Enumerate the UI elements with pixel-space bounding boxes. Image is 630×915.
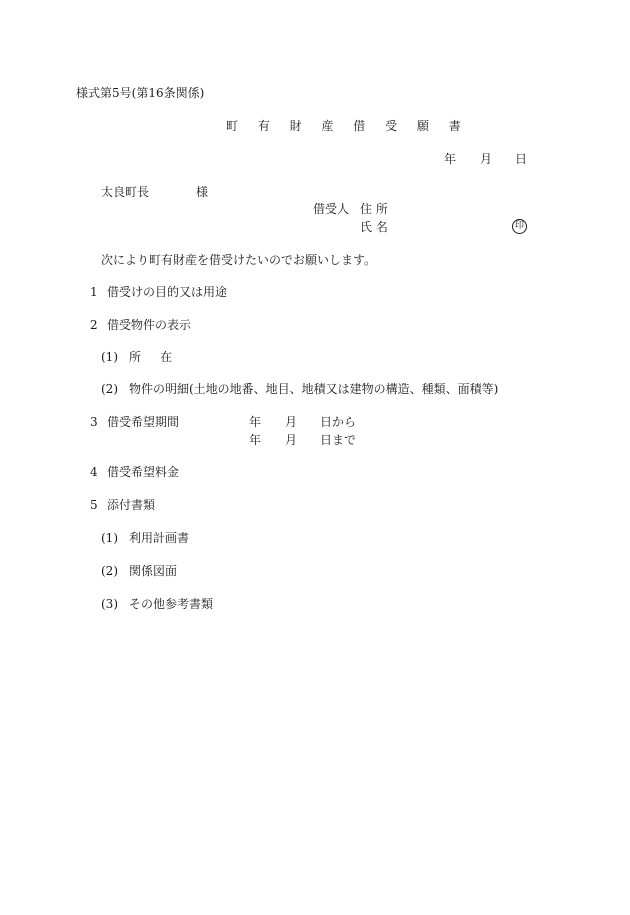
period-from-day: 日から <box>320 415 357 429</box>
attachment-number: (2) <box>101 564 118 578</box>
sub-item-number: (2) <box>101 382 118 396</box>
date-day: 日 <box>515 152 528 166</box>
form-number: 様式第5号(第16条関係) <box>76 86 205 100</box>
addressee-name: 太良町長 <box>101 185 150 199</box>
intro-text: 次により町有財産を借受けたいのでお願いします。 <box>101 253 377 267</box>
applicant-address-label: 住 所 <box>360 202 388 216</box>
date-month: 月 <box>480 152 493 166</box>
date-year: 年 <box>444 152 457 166</box>
seal-mark: 印 <box>512 219 527 234</box>
item-number: 2 <box>90 318 98 332</box>
period-to-year: 年 <box>249 433 262 447</box>
item-label-fee: 借受希望料金 <box>107 465 180 479</box>
attachment-number: (3) <box>101 597 118 611</box>
period-to-day: 日まで <box>320 433 357 447</box>
addressee-honorific: 様 <box>196 185 209 199</box>
item-label-purpose: 借受けの目的又は用途 <box>107 285 228 299</box>
document-title: 町 有 財 産 借 受 願 書 <box>226 119 469 133</box>
applicant-name-label: 氏 名 <box>360 220 388 234</box>
period-from-year: 年 <box>249 415 262 429</box>
item-number: 5 <box>90 498 98 512</box>
attachment-drawings: 関係図面 <box>129 564 178 578</box>
item-label-period: 借受希望期間 <box>107 415 180 429</box>
period-from-month: 月 <box>285 415 298 429</box>
attachment-number: (1) <box>101 531 118 545</box>
applicant-label: 借受人 <box>313 202 350 216</box>
attachment-usage-plan: 利用計画書 <box>129 531 190 545</box>
item-number: 1 <box>90 285 98 299</box>
sub-item-number: (1) <box>101 350 118 364</box>
item-number: 4 <box>90 465 98 479</box>
sub-item-details: 物件の明細(土地の地番、地目、地積又は建物の構造、種類、面積等) <box>129 382 499 396</box>
attachment-other-docs: その他参考書類 <box>129 597 214 611</box>
sub-item-location: 所 在 <box>129 350 173 364</box>
item-label-attachments: 添付書類 <box>107 498 156 512</box>
item-number: 3 <box>90 415 98 429</box>
item-label-property: 借受物件の表示 <box>107 318 192 332</box>
period-to-month: 月 <box>285 433 298 447</box>
